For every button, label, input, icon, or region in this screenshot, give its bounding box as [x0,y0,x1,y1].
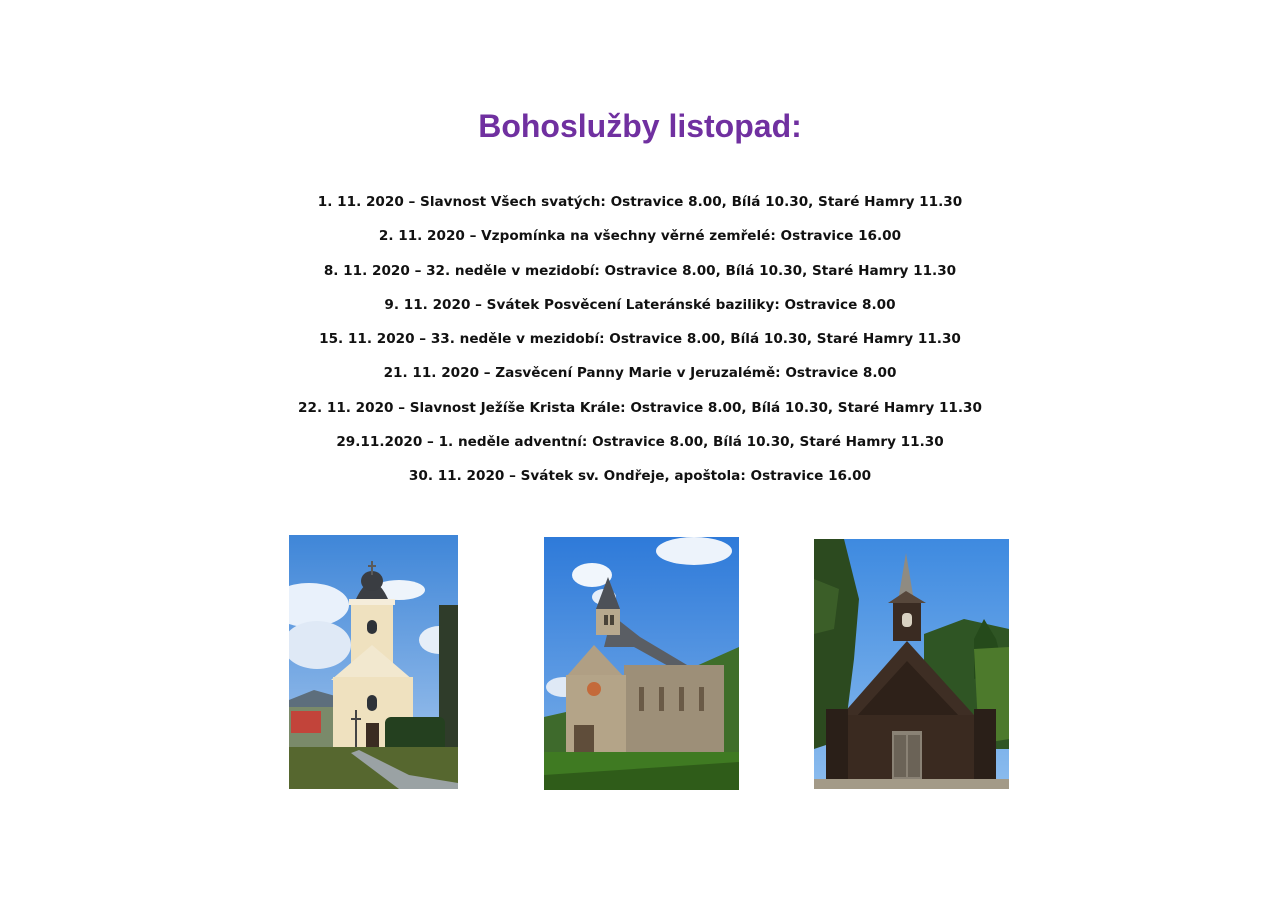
schedule-item: 21. 11. 2020 – Zasvěcení Panny Marie v Jeruzalémě: Ostravice 8.00 [383,365,897,382]
church-photo-stone [544,537,739,790]
church-photo-ostravice [289,535,458,789]
schedule-item: 1. 11. 2020 – Slavnost Všech svatých: Ostravice 8.00, Bílá 10.30, Staré Hamry 11.30 [317,194,963,210]
schedule-item: 2. 11. 2020 – Vzpomínka na všechny věrné zemřelé: Ostravice 16.00 [378,228,902,245]
schedule-item: 30. 11. 2020 – Svátek sv. Ondřeje, apoštola: Ostravice 16.00 [408,468,872,485]
schedule-item: 8. 11. 2020 – 32. neděle v mezidobí: Ostravice 8.00, Bílá 10.30, Staré Hamry 11.30 [323,262,957,279]
page-title: Bohoslužby listopad: [478,108,802,144]
service-schedule-list [0,190,1280,499]
schedule-item: 9. 11. 2020 – Svátek Posvěcení Lateránské baziliky: Ostravice 8.00 [384,296,896,313]
schedule-item: 29.11.2020 – 1. neděle adventní: Ostravice 8.00, Bílá 10.30, Staré Hamry 11.30 [336,434,944,451]
schedule-item: 15. 11. 2020 – 33. neděle v mezidobí: Ostravice 8.00, Bílá 10.30, Staré Hamry 11.30 [319,331,961,348]
church-photo-wooden [814,539,1009,789]
schedule-item: 22. 11. 2020 – Slavnost Ježíše Krista Krále: Ostravice 8.00, Bílá 10.30, Staré Hamry 11.30 [298,399,982,416]
